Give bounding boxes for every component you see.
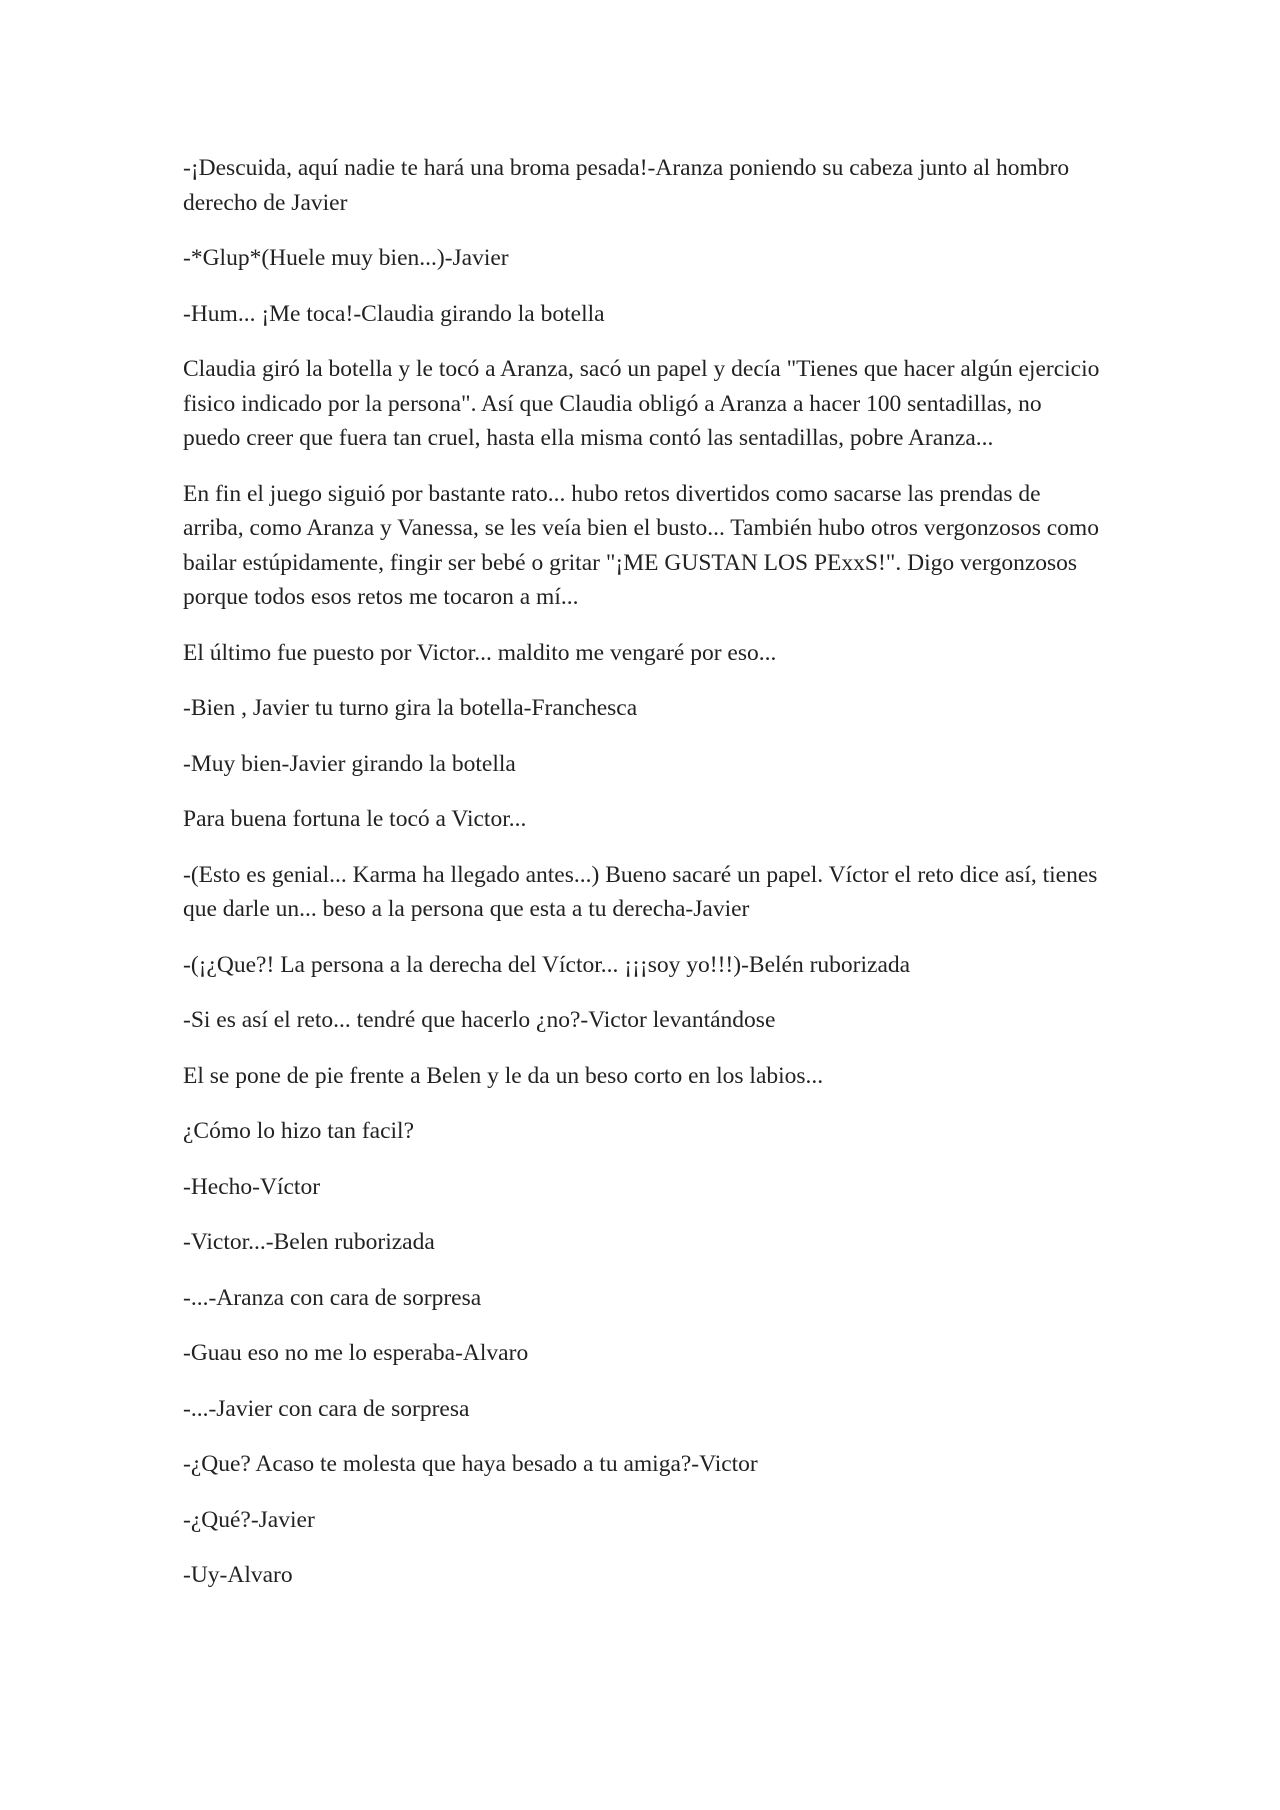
paragraph: -(¡¿Que?! La persona a la derecha del Víctor... ¡¡¡soy yo!!!)-Belén ruborizada xyxy=(183,951,911,978)
paragraph: ¿Cómo lo hizo tan facil? xyxy=(183,1118,415,1144)
paragraph: -Si es así el reto... tendré que hacerlo ¿no?-Victor levantándose xyxy=(183,1007,776,1033)
paragraph: -...-Aranza con cara de sorpresa xyxy=(183,1284,482,1311)
paragraph: -*Glup*(Huele muy bien...)-Javier xyxy=(183,245,509,271)
paragraph: -Bien , Javier tu turno gira la botella-Franchesca xyxy=(183,695,638,721)
paragraph: -¿Qué?-Javier xyxy=(183,1506,315,1533)
paragraph: -...-Javier con cara de sorpresa xyxy=(183,1395,470,1422)
paragraph: En fin el juego siguió por bastante rato... hubo retos divertidos como sacarse las prendas de arriba, como Aranza y Vanessa, se les veía bien el busto... También hubo otros vergonzosos como bailar estúpidamente, fingir ser bebé o gritar "¡ME GUSTAN LOS PExxS!". Digo vergonzosos porque todos esos retos me tocaron a mí... xyxy=(183,480,1099,610)
paragraph: El último fue puesto por Victor... maldito me vengaré por eso... xyxy=(183,639,777,666)
paragraph: El se pone de pie frente a Belen y le da un beso corto en los labios... xyxy=(183,1062,824,1089)
paragraph: Claudia giró la botella y le tocó a Aranza, sacó un papel y decía "Tienes que hacer algún ejercicio fisico indicado por la persona". Así que Claudia obligó a Aranza a hacer 100 sentadillas, no puedo creer que fuera tan cruel, hasta ella misma contó las sentadillas, pobre Aranza... xyxy=(183,356,1100,451)
paragraph: -¿Que? Acaso te molesta que haya besado a tu amiga?-Victor xyxy=(183,1451,758,1477)
paragraph: -Uy-Alvaro xyxy=(183,1562,293,1588)
paragraph: -(Esto es genial... Karma ha llegado antes...) Bueno sacaré un papel. Víctor el reto dice así, tienes que darle un... beso a la persona que esta a tu derecha-Javier xyxy=(183,861,1098,922)
paragraph: -¡Descuida, aquí nadie te hará una broma pesada!-Aranza poniendo su cabeza junto al hombro derecho de Javier xyxy=(183,155,1070,216)
paragraph: -Hum... ¡Me toca!-Claudia girando la botella xyxy=(183,300,605,327)
paragraph: -Victor...-Belen ruborizada xyxy=(183,1229,435,1255)
document-body xyxy=(183,151,1103,1614)
paragraph: -Guau eso no me lo esperaba-Alvaro xyxy=(183,1340,529,1366)
paragraph: Para buena fortuna le tocó a Victor... xyxy=(183,806,527,832)
paragraph: -Hecho-Víctor xyxy=(183,1173,321,1200)
paragraph: -Muy bien-Javier girando la botella xyxy=(183,750,516,777)
